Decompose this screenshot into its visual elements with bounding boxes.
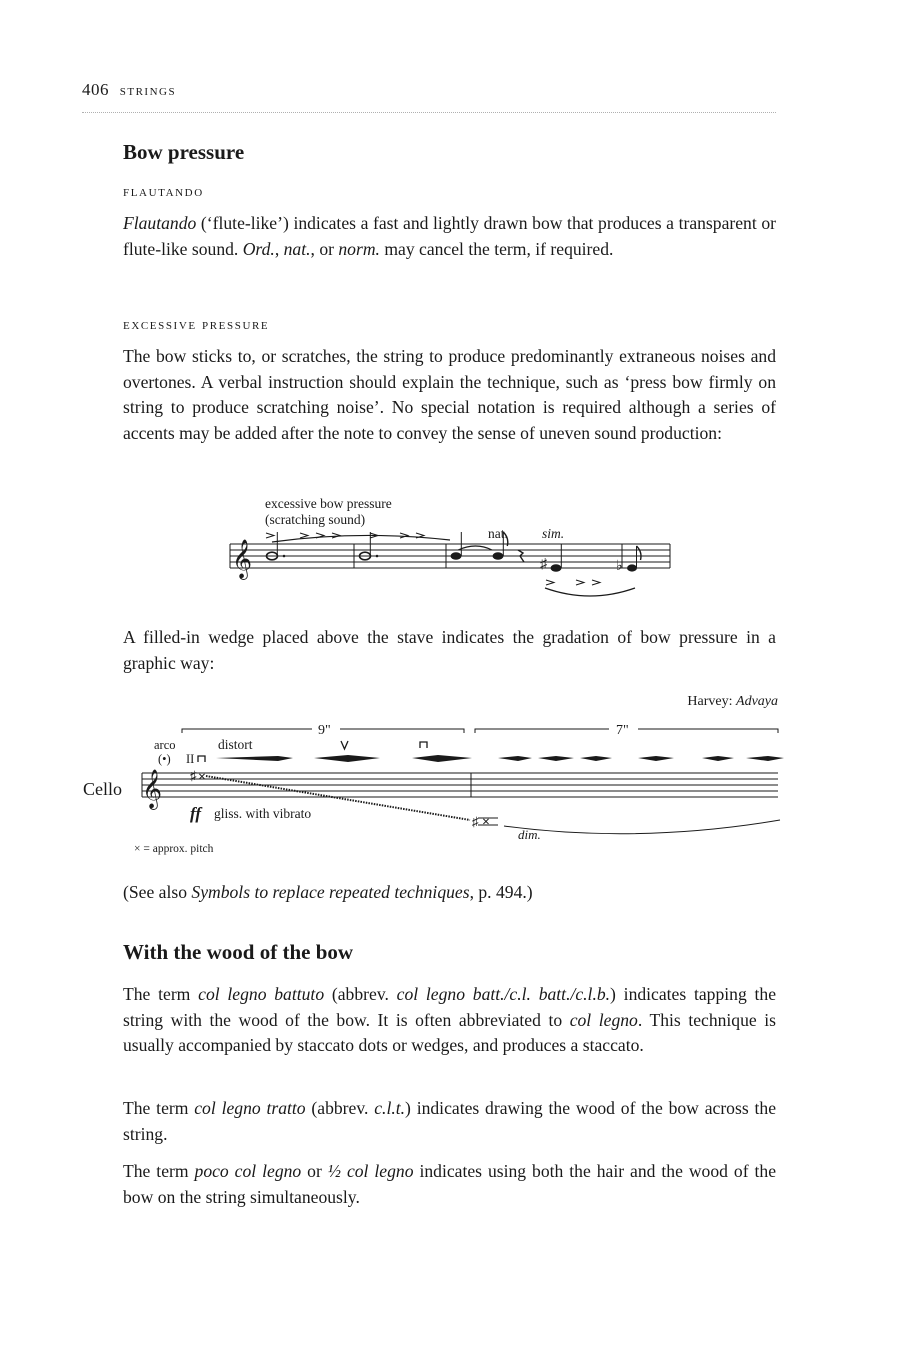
sim-marking: sim. [542,526,565,541]
example-label-line1: excessive bow pressure [265,496,392,511]
staff-lines [230,544,670,568]
paragraph-col-legno-battuto: The term col legno battuto (abbrev. col legno batt./c.l. batt./c.l.b.) indicates tapping the string with the wood of the bow. It is often abbreviated to col legno. This technique is usually accompanied by staccato dots or wedges, and produces a staccato. [123,984,777,1055]
treble-clef-icon: 𝄞 [232,541,253,578]
running-head [82,80,776,100]
pressure-wedges [216,755,784,762]
page-number: 406 [82,80,109,99]
duration-brackets [182,729,778,733]
sharp-icon: ♯ [190,768,197,783]
paragraph-excessive-pressure: The bow sticks to, or scratches, the string to produce predominantly extraneous noises and overtones. A verbal instruction should explain the technique, such as ‘press bow firmly on string to produce scratching noise’. No special notation is required although a series of accents may be added after the note to convey the sense of uneven sound production: [123,346,776,443]
tie-arcs [272,535,635,596]
gliss-marking: gliss. with vibrato [214,806,312,821]
paragraph-poco-col-legno: The term poco col legno or ½ col legno indicates using both the hair and the wood of the bow on the string simultaneously. [123,1161,777,1207]
example-label-line2: (scratching sound) [265,512,366,527]
hairpin-curve [504,820,780,834]
paragraph-flautando: Flautando (‘flute-like’) indicates a fast and lightly drawn bow that produces a transparent or flute-like sound. Ord., nat., or norm. may cancel the term, if required. [123,213,776,259]
dynamic-ff: ff [190,804,202,823]
paragraph-wedge: A filled-in wedge placed above the stave indicates the gradation of bow pressure in a graphic way: [123,627,776,673]
section-title: strings [119,82,177,99]
sharp-icon: ♯ [540,557,547,572]
cello-staff-lines [142,773,778,797]
paren-dot-marking: (•) [158,752,171,766]
example-attribution: Harvey: Advaya [687,694,778,709]
see-also-line: (See also Symbols to replace repeated techniques, p. 494.) [123,882,533,902]
heading-bow-pressure: Bow pressure [123,140,245,164]
duration-7-seconds: 7" [616,723,629,738]
string-number-marking: II [186,752,195,766]
heading-wood-of-bow: With the wood of the bow [123,940,354,964]
x-notehead-icon: × [482,815,490,830]
x-notehead-icon: × [198,770,206,785]
sharp-icon: ♯ [472,814,479,829]
paragraph-col-legno-tratto: The term col legno tratto (abbrev. c.l.t.) indicates drawing the wood of the bow across the string. [123,1098,776,1144]
music-example-excessive-pressure [220,492,680,602]
flat-icon: ♭ [616,559,623,574]
distort-marking: distort [218,737,253,752]
treble-clef-icon: 𝄞 [142,771,163,808]
header-rule [82,112,776,113]
instrument-label: Cello [83,779,122,799]
nat-marking: nat. [488,526,508,541]
dim-marking: dim. [518,827,541,842]
subheading-flautando: flautando [123,184,204,200]
subheading-excessive-pressure: excessive pressure [123,317,270,333]
duration-9-seconds: 9" [318,723,331,738]
footnote-approx-pitch: × = approx. pitch [134,843,214,855]
arco-marking: arco [154,738,176,752]
music-example-harvey-advaya [78,686,788,862]
